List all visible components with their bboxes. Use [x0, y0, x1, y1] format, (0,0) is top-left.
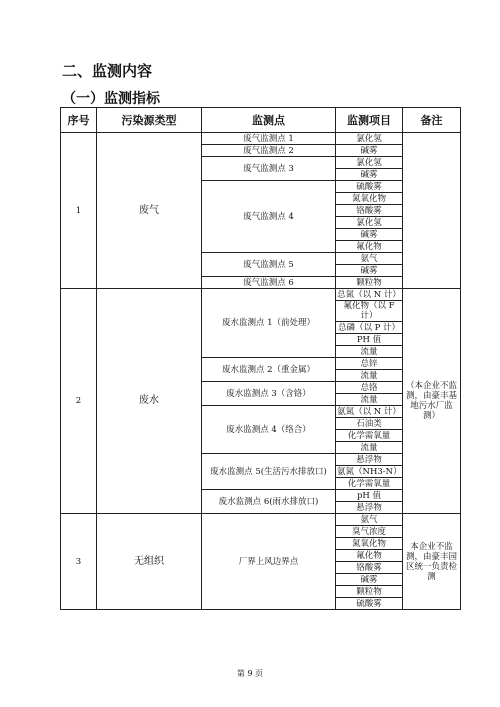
- monitoring-point: 废水监测点 2（重金属）: [202, 358, 336, 382]
- monitoring-item: 流量: [336, 370, 403, 382]
- table-row: [61, 289, 461, 301]
- pollution-type: 废水: [97, 289, 202, 514]
- monitoring-item: 碱雾: [336, 265, 403, 277]
- monitoring-item: 总磷（以 P 计）: [336, 322, 403, 334]
- monitoring-item: 氮氧化物: [336, 538, 403, 550]
- header-item: 监测项目: [336, 108, 403, 133]
- monitoring-item: 氨气: [336, 253, 403, 265]
- monitoring-item: 碱雾: [336, 574, 403, 586]
- monitoring-point: 废气监测点 1: [202, 133, 336, 145]
- monitoring-item: 悬浮物: [336, 502, 403, 514]
- monitoring-item: 总铬: [336, 382, 403, 394]
- monitoring-item: 化学需氧量: [336, 478, 403, 490]
- header-note: 备注: [403, 108, 461, 133]
- header-type: 污染源类型: [97, 108, 202, 133]
- table-row: [61, 514, 461, 526]
- monitoring-point: 废气监测点 6: [202, 277, 336, 289]
- header-point: 监测点: [202, 108, 336, 133]
- monitoring-item: 流量: [336, 442, 403, 454]
- monitoring-item: 铬酸雾: [336, 205, 403, 217]
- monitoring-item: 氨氮（以 N 计）: [337, 406, 401, 417]
- row-number: 3: [61, 514, 97, 610]
- monitoring-item: 颗粒物: [336, 277, 403, 289]
- table-row: [61, 133, 461, 145]
- monitoring-item: 氟化物: [336, 241, 403, 253]
- row-number: 2: [61, 289, 97, 514]
- row-number: 1: [61, 133, 97, 289]
- monitoring-item: 氯化氢: [336, 133, 403, 145]
- pollution-type: 废气: [97, 133, 202, 289]
- monitoring-item: 铬酸雾: [336, 562, 403, 574]
- monitoring-item: 碱雾: [336, 169, 403, 181]
- monitoring-item: 悬浮物: [336, 454, 403, 466]
- subsection-title: （一）监测指标: [62, 91, 160, 107]
- monitoring-point: 废水监测点 4（络合）: [202, 406, 336, 454]
- monitoring-point: 废水监测点 6(雨水排放口): [202, 490, 336, 514]
- monitoring-item: 氨气: [336, 514, 403, 526]
- remark: [403, 133, 461, 289]
- monitoring-point: 废气监测点 2: [202, 145, 336, 157]
- monitoring-point: 废水监测点 3（含铬）: [202, 382, 336, 406]
- monitoring-item: pH 值: [336, 490, 403, 502]
- monitoring-item: 氟化物（以 F 计）: [336, 301, 403, 322]
- monitoring-item: PH 值: [336, 334, 403, 346]
- monitoring-point: 废水监测点 5(生活污水排放口): [202, 454, 336, 490]
- monitoring-item: 流量: [336, 346, 403, 358]
- remark: 本企业不监测，由豪丰园区统一负责检测: [403, 514, 461, 610]
- monitoring-point: 废气监测点 4: [202, 181, 336, 253]
- monitoring-item: 硫酸雾: [336, 181, 403, 193]
- table-header-row: [61, 108, 461, 133]
- monitoring-point: 废气监测点 5: [202, 253, 336, 277]
- monitoring-item: 化学需氧量: [336, 430, 403, 442]
- monitoring-table: [60, 107, 461, 610]
- monitoring-item: 总氮（以 N 计）: [337, 289, 401, 300]
- monitoring-item: 氟化物: [336, 550, 403, 562]
- monitoring-point: 废气监测点 3: [202, 157, 336, 181]
- monitoring-item: 碱雾: [336, 145, 403, 157]
- page-number: 第 9 页: [236, 669, 264, 678]
- pollution-type: 无组织: [97, 514, 202, 610]
- monitoring-point: 厂界上风边界点: [202, 514, 336, 610]
- monitoring-item: 氯化氢: [336, 217, 403, 229]
- monitoring-item: 氮氧化物: [336, 193, 403, 205]
- monitoring-item: 流量: [336, 394, 403, 406]
- monitoring-item: 硫酸雾: [336, 598, 403, 610]
- monitoring-item: 碱雾: [336, 229, 403, 241]
- monitoring-item: 臭气浓度: [336, 526, 403, 538]
- monitoring-item: 氯化氢: [336, 157, 403, 169]
- monitoring-item: 颗粒物: [336, 586, 403, 598]
- remark: （本企业不监测，由豪丰基地污水厂监测）: [403, 289, 461, 514]
- monitoring-point: 废水监测点 1（前处理）: [202, 289, 336, 358]
- header-no: 序号: [61, 108, 97, 133]
- monitoring-item: 石油类: [336, 418, 403, 430]
- section-title: 二、监测内容: [62, 62, 153, 80]
- monitoring-item: 氨氮（NH3-N）: [337, 466, 402, 477]
- table-body: [61, 133, 461, 610]
- monitoring-item: 总锌: [336, 358, 403, 370]
